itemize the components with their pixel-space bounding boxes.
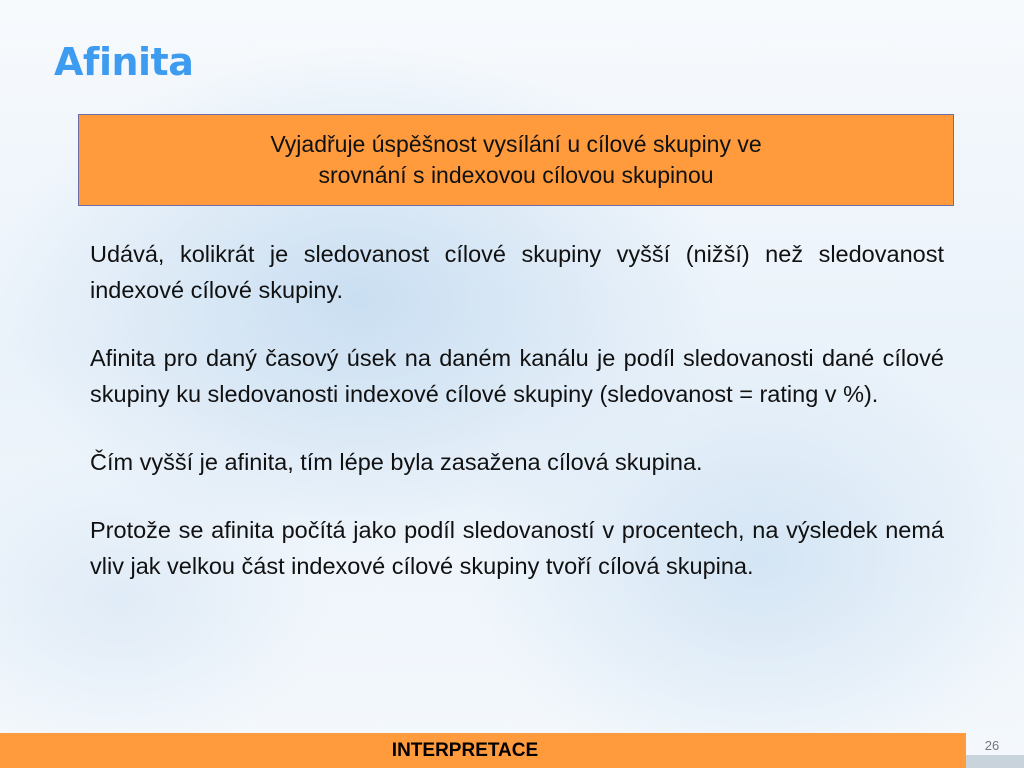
body-paragraph-2: Afinita pro daný časový úsek na daném kanálu je podíl sledovanosti dané cílové skupiny ku sledovanosti indexové cílové skupiny (sledovanost = rating v %). [90, 345, 944, 407]
definition-line-1: Vyjadřuje úspěšnost vysílání u cílové skupiny ve [270, 131, 762, 157]
definition-line-2: srovnání s indexovou cílovou skupinou [318, 162, 714, 188]
footer-section-label: INTERPRETACE [391, 739, 539, 761]
footer-bar [0, 733, 966, 768]
page-number: 26 [984, 738, 1000, 753]
slide-body [90, 236, 944, 616]
footer-corner-block [966, 755, 1024, 768]
definition-box [78, 114, 954, 206]
body-paragraph-1: Udává, kolikrát je sledovanost cílové skupiny vyšší (nižší) než sledovanost indexové cílové skupiny. [90, 241, 944, 303]
slide-title: Afinita [54, 40, 194, 84]
body-paragraph-4: Protože se afinita počítá jako podíl sledovaností v procentech, na výsledek nemá vliv jak velkou část indexové cílové skupiny tvoří cílová skupina. [90, 517, 944, 579]
body-paragraph-3: Čím vyšší je afinita, tím lépe byla zasažena cílová skupina. [90, 449, 703, 475]
